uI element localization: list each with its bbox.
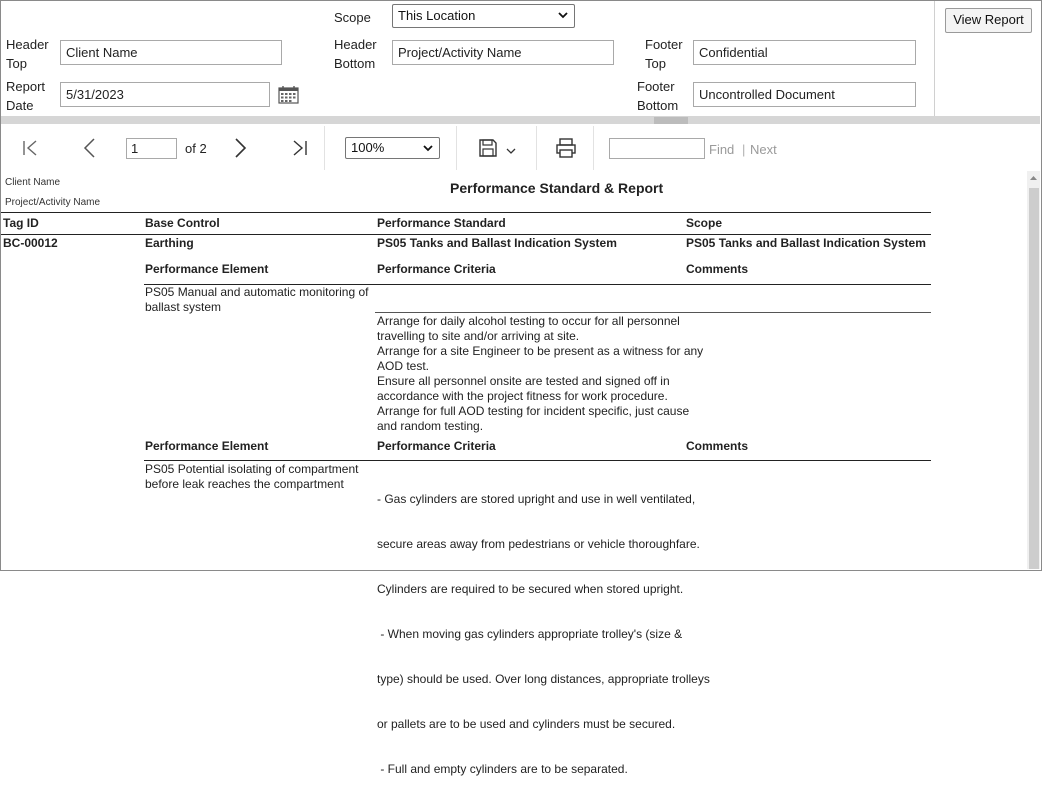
subheader-performance-element-2: Performance Element	[145, 439, 269, 453]
find-input[interactable]	[609, 138, 705, 159]
text-line: PS05 Potential isolating of compartment	[145, 462, 359, 476]
subheader-rule-2	[144, 460, 931, 461]
next-link[interactable]: Next	[750, 142, 777, 157]
text-line: and random testing.	[377, 419, 484, 433]
header-underline	[1, 234, 931, 235]
row-base-control: Earthing	[145, 236, 194, 250]
text-line: - When moving gas cylinders appropriate trolley's (size &	[377, 627, 683, 641]
text-line: secure areas away from pedestrians or vehicle thoroughfare.	[377, 537, 700, 551]
text-line: Arrange for full AOD testing for incident specific, just cause	[377, 404, 690, 418]
chevron-down-icon	[423, 143, 433, 153]
column-header-base-control: Base Control	[145, 216, 220, 230]
report-header-client: Client Name	[5, 177, 61, 188]
column-header-scope: Scope	[686, 216, 723, 230]
text-line: AOD test.	[377, 359, 430, 373]
column-header-performance-standard: Performance Standard	[377, 216, 506, 230]
text-line: - Gas cylinders are stored upright and use in well ventilated,	[377, 492, 696, 506]
performance-criteria-2	[377, 462, 710, 807]
save-export-icon[interactable]	[478, 138, 518, 160]
toolbar-separator	[536, 126, 537, 170]
header-bottom-label-line2: Bottom	[334, 56, 376, 71]
toolbar-separator	[456, 126, 457, 170]
subheader-performance-criteria-2: Performance Criteria	[377, 439, 496, 453]
header-top-input[interactable]: Client Name	[60, 40, 282, 65]
text-line: PS05 Manual and automatic monitoring of	[145, 285, 369, 299]
toolbar-separator	[593, 126, 594, 170]
subheader-performance-criteria: Performance Criteria	[377, 262, 496, 276]
footer-top-label	[645, 35, 683, 73]
report-date-label-line2: Date	[6, 98, 34, 113]
text-line: or pallets are to be used and cylinders must be secured.	[377, 717, 676, 731]
text-line: - Full and empty cylinders are to be separated.	[377, 762, 628, 776]
find-separator: |	[742, 142, 746, 157]
subheader-comments-2: Comments	[686, 439, 749, 453]
previous-page-icon[interactable]	[82, 137, 98, 159]
collapse-up-icon	[654, 123, 688, 130]
performance-element-1	[145, 285, 368, 315]
text-line: travelling to site and/or arriving at site.	[377, 329, 580, 343]
performance-criteria-1	[377, 314, 703, 434]
last-page-icon[interactable]	[291, 139, 309, 157]
text-line: Cylinders are required to be secured when stored upright.	[377, 582, 684, 596]
calendar-icon[interactable]	[278, 85, 299, 104]
footer-bottom-label-line1: Footer	[637, 79, 675, 94]
print-icon[interactable]	[555, 137, 577, 159]
zoom-select[interactable]	[345, 137, 440, 159]
report-date-label	[6, 77, 45, 115]
splitter-bar[interactable]	[1, 116, 1040, 124]
view-report-button[interactable]: View Report	[945, 8, 1032, 33]
toolbar-separator	[324, 126, 325, 170]
header-top-label-line1: Header	[6, 37, 49, 52]
next-page-icon[interactable]	[232, 137, 248, 159]
header-bottom-label-line1: Header	[334, 37, 377, 52]
report-header-project: Project/Activity Name	[5, 197, 101, 208]
criteria-rule	[375, 312, 931, 313]
page-number-input[interactable]: 1	[126, 138, 177, 159]
header-bottom-input[interactable]: Project/Activity Name	[392, 40, 614, 65]
text-line: Arrange for a site Engineer to be present as a witness for any	[377, 344, 704, 358]
report-page	[1, 171, 1026, 776]
scrollbar-thumb[interactable]	[1029, 188, 1039, 569]
performance-element-2	[145, 462, 358, 492]
text-line: ballast system	[145, 300, 222, 314]
text-line: type) should be used. Over long distances, appropriate trolleys	[377, 672, 710, 686]
text-line: before leak reaches the compartment	[145, 477, 344, 491]
splitter-handle[interactable]	[654, 117, 688, 124]
report-date-label-line1: Report	[6, 79, 46, 94]
scope-label: Scope	[334, 10, 371, 25]
header-top-label	[6, 35, 49, 73]
column-header-tag-id: Tag ID	[3, 216, 39, 230]
footer-bottom-label-line2: Bottom	[637, 98, 679, 113]
footer-top-label-line1: Footer	[645, 37, 683, 52]
text-line: Arrange for daily alcohol testing to occur for all personnel	[377, 314, 680, 328]
page-count: of 2	[185, 141, 207, 156]
report-date-input[interactable]: 5/31/2023	[60, 82, 270, 107]
scope-select[interactable]	[392, 4, 575, 28]
scope-select-value: This Location	[398, 8, 476, 23]
find-link[interactable]: Find	[709, 142, 735, 157]
header-rule	[1, 212, 931, 213]
row-scope: PS05 Tanks and Ballast Indication System	[686, 236, 926, 250]
footer-bottom-label	[637, 77, 678, 115]
params-divider	[934, 1, 935, 116]
scroll-up-icon[interactable]	[1027, 171, 1040, 185]
text-line: accordance with the project fitness for work procedure.	[377, 389, 668, 403]
row-performance-standard: PS05 Tanks and Ballast Indication System	[377, 236, 617, 250]
header-bottom-label	[334, 35, 377, 73]
row-tag-id: BC-00012	[3, 236, 58, 250]
footer-top-input[interactable]: Confidential	[693, 40, 916, 65]
report-title: Performance Standard & Report	[450, 180, 664, 196]
subheader-performance-element: Performance Element	[145, 262, 269, 276]
footer-top-label-line2: Top	[645, 56, 666, 71]
header-top-label-line2: Top	[6, 56, 27, 71]
footer-bottom-input[interactable]: Uncontrolled Document	[693, 82, 916, 107]
zoom-value: 100%	[351, 140, 385, 155]
first-page-icon[interactable]	[21, 139, 39, 157]
text-line: Ensure all personnel onsite are tested and signed off in	[377, 374, 670, 388]
subheader-comments: Comments	[686, 262, 749, 276]
chevron-down-icon	[558, 10, 568, 20]
